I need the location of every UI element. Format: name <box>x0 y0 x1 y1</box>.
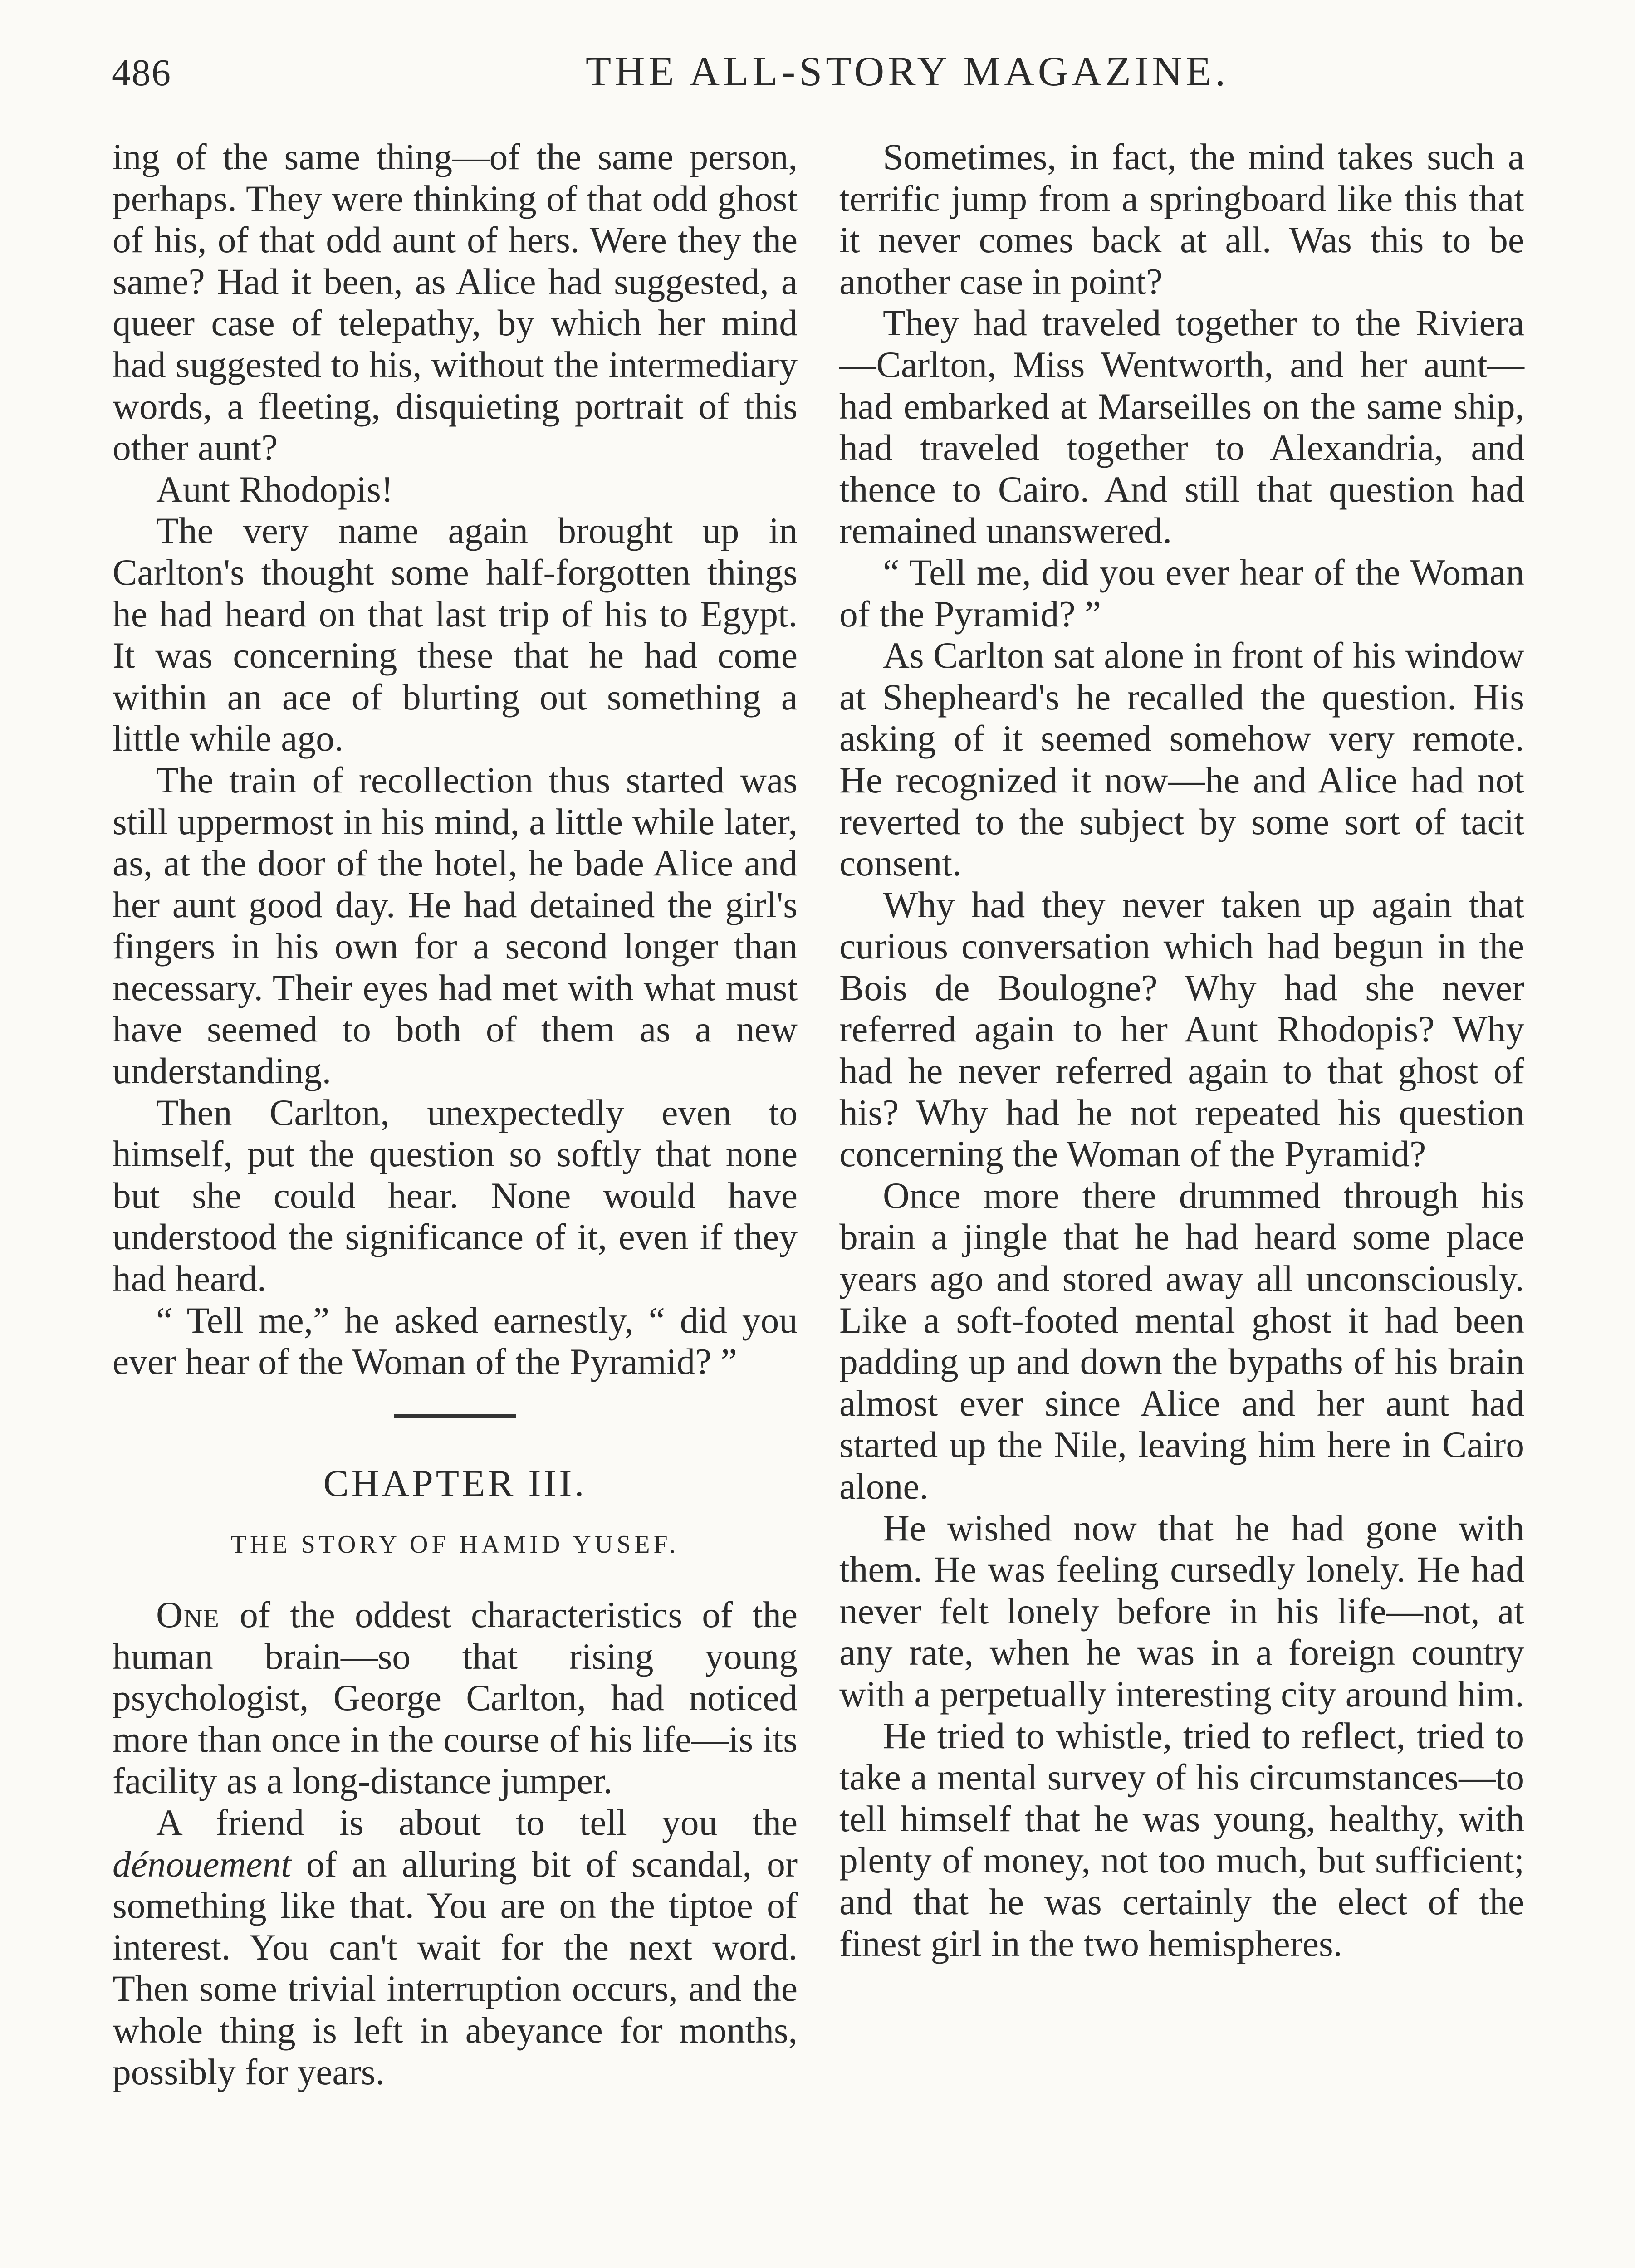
paragraph: Then Carlton, unexpectedly even to himself, put the question so softly that none but she could hear. None would have understood the significance of it, even if they had heard. <box>113 1091 798 1300</box>
page-header <box>0 0 1635 136</box>
paragraph: They had traveled together to the Riviera—Carlton, Miss Wentworth, and her aunt—had embarked at Marseilles on the same ship, had traveled together to Alexandria, and thence to Cairo. And still that question had remained unanswered. <box>839 302 1524 552</box>
paragraph: He wished now that he had gone with them. He was feeling cursedly lonely. He had never felt lonely before in his life—not, at any rate, when he was in a foreign country with a perpetually interesting city around him. <box>839 1507 1524 1715</box>
chapter-heading <box>113 1414 798 1566</box>
paragraph: The train of recollection thus started was still uppermost in his mind, a little while later, as, at the door of the hotel, he bade Alice and her aunt good day. He had detained the girl's fingers in his own for a second longer than necessary. Their eyes had met with what must have seemed to both of them as a new understanding. <box>113 759 798 1092</box>
right-column <box>839 136 1524 1964</box>
chapter-subtitle: THE STORY OF HAMID YUSEF. <box>230 1530 680 1559</box>
paragraph: “ Tell me,” he asked earnestly, “ did you ever hear of the Woman of the Pyramid? ” <box>113 1299 798 1383</box>
page-number: 486 <box>112 52 171 94</box>
paragraph: Once more there drummed through his brain a jingle that he had heard some place years ago and stored away all unconsciously. Like a soft-footed mental ghost it had been padding up and down the bypaths of his brain almost ever since Alice and her aunt had started up the Nile, leaving him here in Cairo alone. <box>839 1174 1524 1507</box>
drop-lead-word: One <box>156 1594 220 1635</box>
paragraph-text: of the oddest characteristics of the human brain—so that rising young psychologist, George Carlton, had noticed more than once in the course of his life—is its facility as a long-distance jumper. <box>113 1594 798 1802</box>
paragraph: Aunt Rhodopis! <box>156 468 393 510</box>
chapter-title: CHAPTER III. <box>323 1462 587 1505</box>
paragraph: Sometimes, in fact, the mind takes such a terrific jump from a springboard like this that it never comes back at all. Was this to be another case in point? <box>839 136 1524 302</box>
paragraph-text: of an alluring bit of scandal, or something like that. You are on the tiptoe of interest. You can't wait for the next word. Then some trivial interruption occurs, and the whole thing is left in abeyance for months, possibly for years. <box>113 1843 798 2092</box>
paragraph <box>113 1802 798 2092</box>
left-column <box>113 136 798 2092</box>
paragraph: “ Tell me, did you ever hear of the Woman of the Pyramid? ” <box>839 551 1524 635</box>
paragraph: ing of the same thing—of the same person, perhaps. They were thinking of that odd ghost of his, of that odd aunt of hers. Were they the same? Had it been, as Alice had suggested, a queer case of telepathy, by which her mind had suggested to his, without the intermediary words, a fleeting, disquieting portrait of this other aunt? <box>113 136 798 469</box>
italic-term: dénouement <box>113 1843 291 1885</box>
paragraph: The very name again brought up in Carlton's thought some half-forgotten things he had heard on that last trip of his to Egypt. It was concerning these that he had come within an ace of blurting out something a little while ago. <box>113 510 798 759</box>
running-head: THE ALL-STORY MAGAZINE. <box>585 48 1229 94</box>
paragraph-text: A friend is about to tell you the <box>156 1801 798 1843</box>
paragraph: He tried to whistle, tried to reflect, tried to take a mental survey of his circumstances—to tell himself that he was young, healthy, with plenty of money, not too much, but sufficient; and that he was certainly the elect of the finest girl in the two hemispheres. <box>839 1715 1524 1964</box>
paragraph: As Carlton sat alone in front of his window at Shepheard's he recalled the question. His asking of it seemed somehow very remote. He recognized it now—he and Alice had not reverted to the subject by some sort of tacit consent. <box>839 635 1524 884</box>
paragraph <box>113 1594 798 1802</box>
divider-rule <box>394 1414 516 1418</box>
paragraph: Why had they never taken up again that curious conversation which had begun in the Bois de Boulogne? Why had she never referred again to her Aunt Rhodopis? Why had he never referred again to that ghost of his? Why had he not repeated his question concerning the Woman of the Pyramid? <box>839 884 1524 1175</box>
